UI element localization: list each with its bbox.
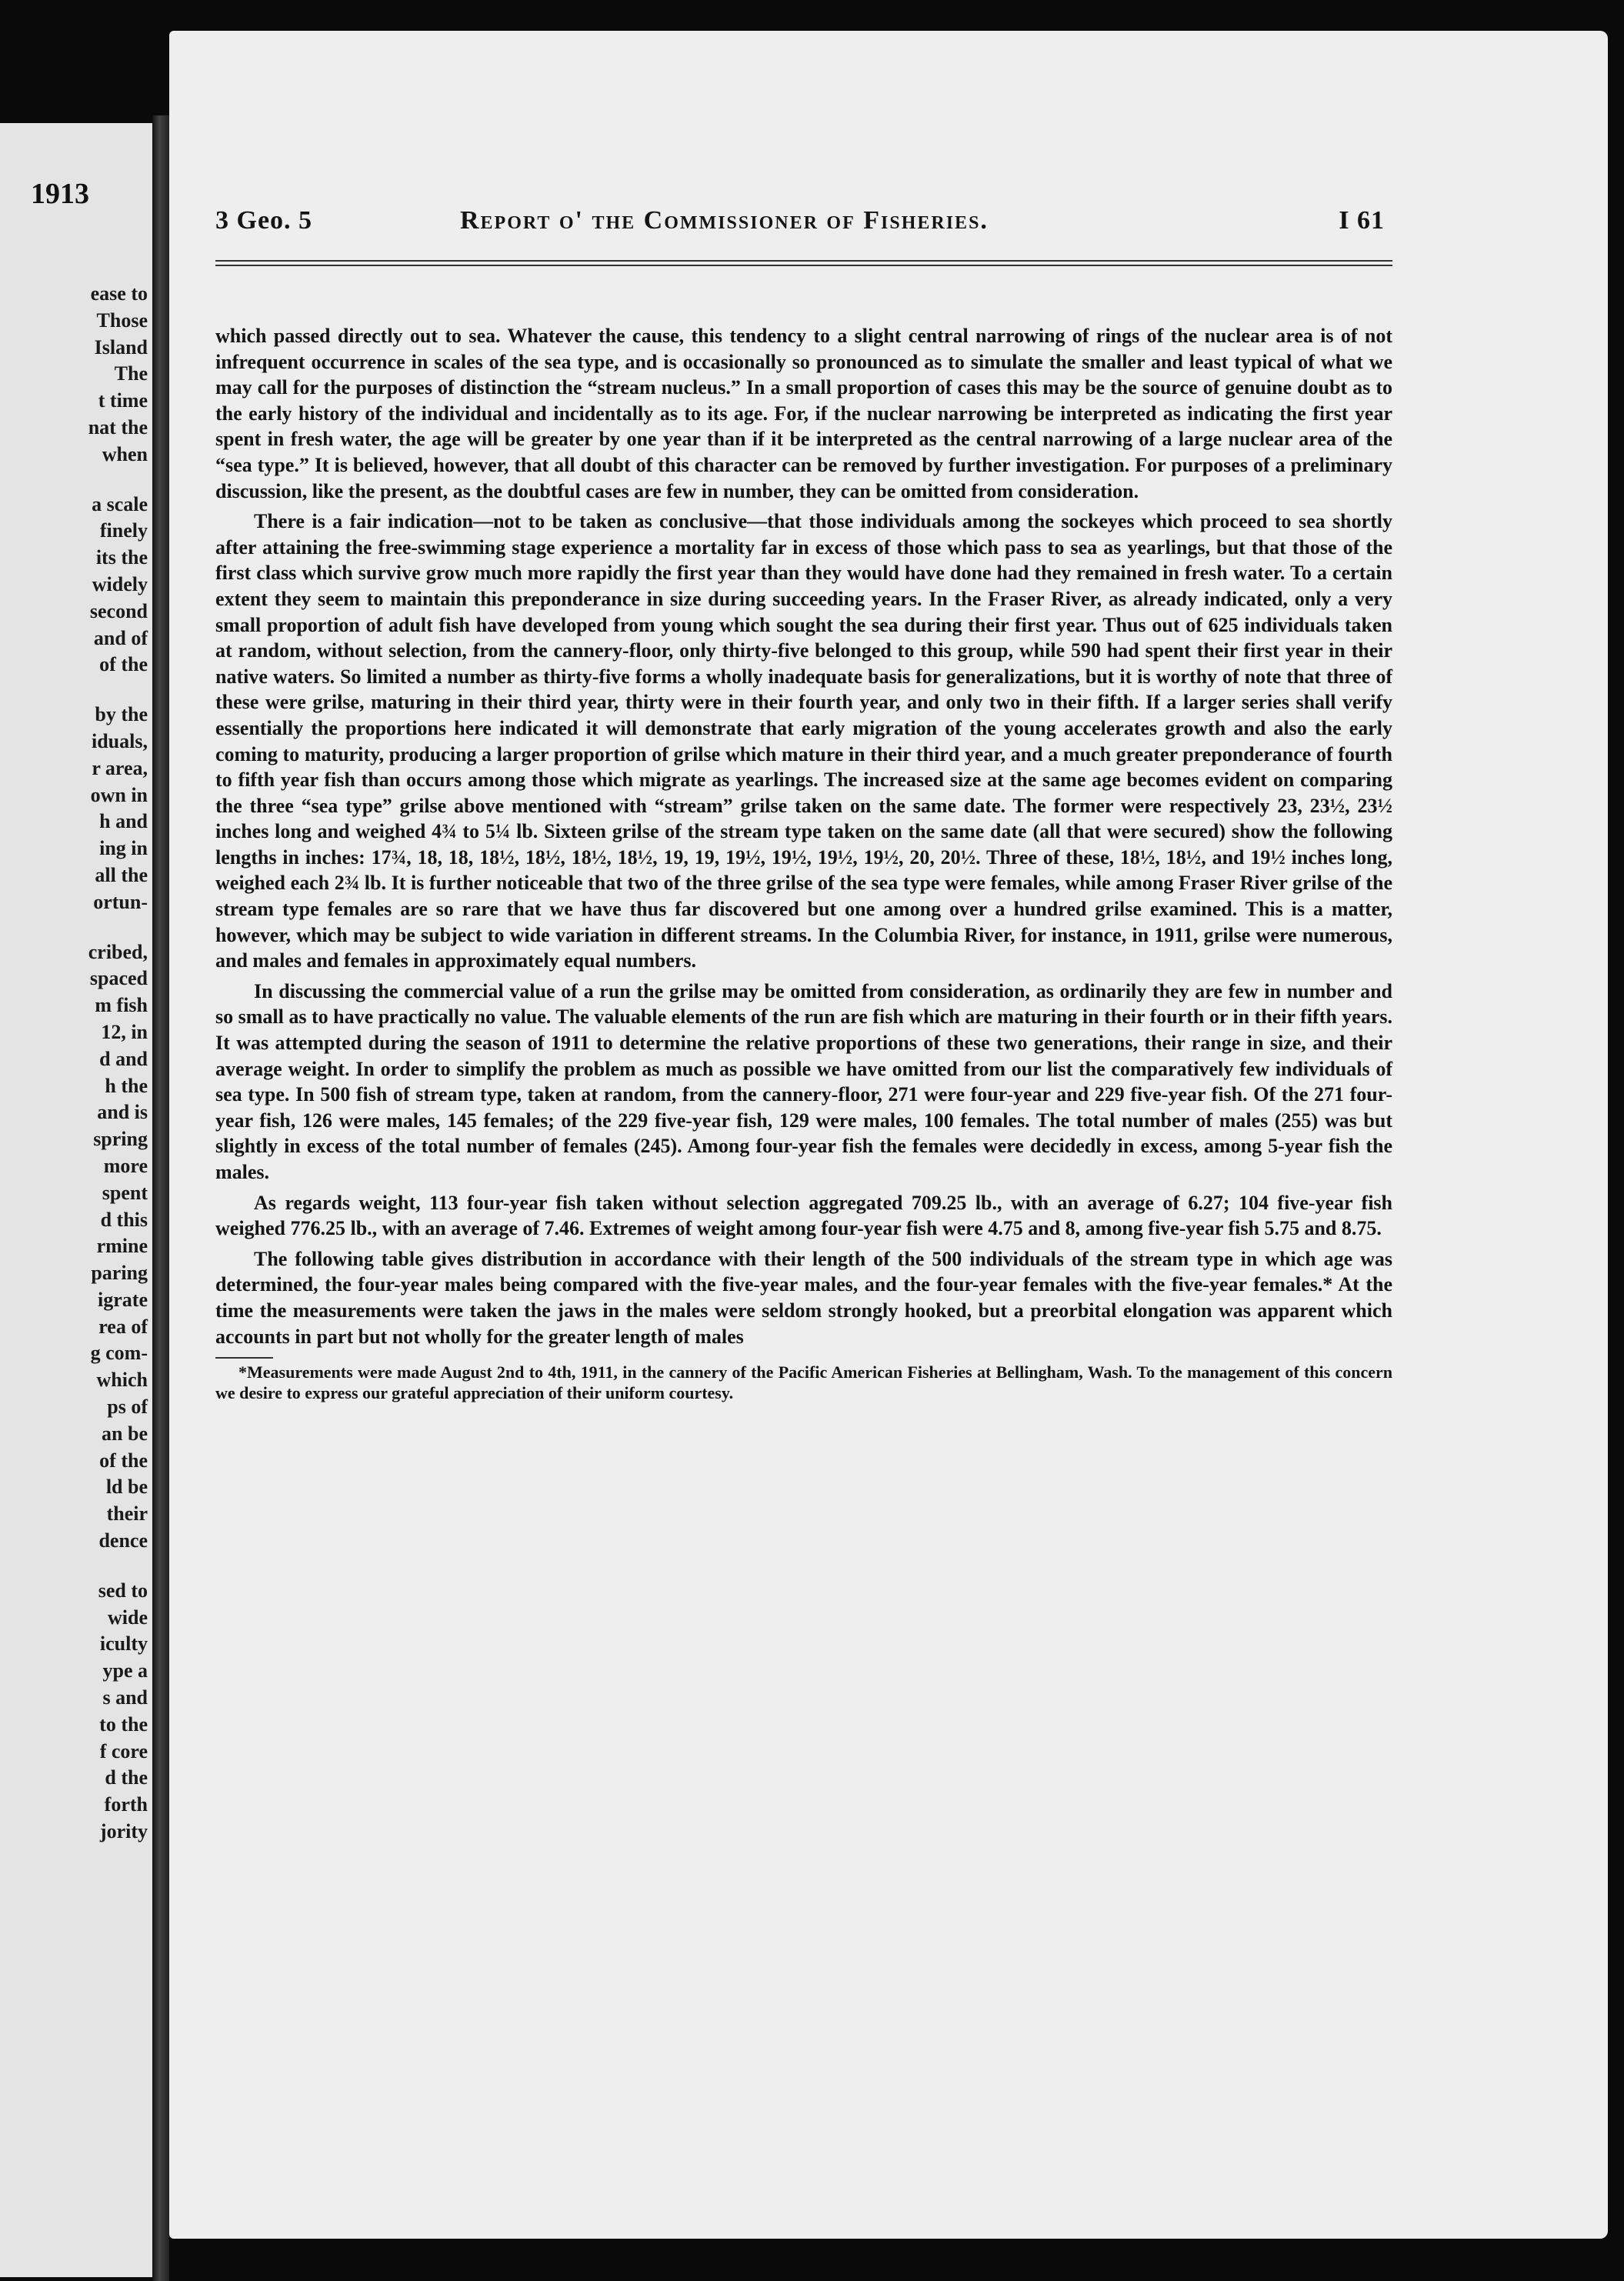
previous-page-fragment: dence bbox=[98, 1529, 148, 1552]
previous-page-fragment: igrate bbox=[98, 1288, 148, 1311]
previous-page-fragment: and is bbox=[97, 1101, 148, 1124]
previous-page-fragment: paring bbox=[91, 1262, 148, 1285]
previous-page-fragment: The bbox=[114, 362, 148, 385]
paragraph-continuation: which passed directly out to sea. Whatever the cause, this tendency to a slight central narrowing of rings of the nuclear area is of not infrequent occurrence in scales of the sea type, and is occasionally so pronounced as to simulate the smaller and least typical of what we may call for the purposes of distinction the “stream nucleus.” In a small proportion of cases this may be the source of genuine doubt as to the early history of the individual and incidentally as to its age. For, if the nuclear narrowing be interpreted as indicating the first year spent in fresh water, the age will be greater by one year than if it be interpreted as the central narrowing of a large nuclear area of the “sea type.” It is believed, however, that all doubt of this character can be removed by further investigation. For purposes of a preliminary discussion, like the present, as the doubtful cases are few in number, they can be omitted from consideration. bbox=[215, 325, 1392, 502]
previous-page-fragment: h and bbox=[99, 810, 148, 833]
previous-page-fragment: spent bbox=[102, 1181, 148, 1204]
previous-page-fragment: which bbox=[96, 1369, 148, 1392]
paragraph-mortality: There is a fair indication—not to be taken as conclusive—that those individuals among the sockeyes which proceed to sea shortly after attaining the free-swimming stage experience a mortality far in excess of those which pass to sea as yearlings, but that those of the first class which survive grow much more rapidly the first year than they would have done had they remained in fresh water. To a certain extent they seem to maintain this preponderance in size during succeeding years. In the Fraser River, as already indicated, only a very small proportion of adult fish have developed from young which sought the sea during their first year. Thus out of 625 individuals taken at random, without selection, from the cannery-floor, only thirty-five belonged to this group, while 590 had spent their first year in their native waters. So limited a number as thirty-five forms a wholly inadequate basis for generalizations, but it is worthy of note that three of these were grilse, maturing in their third year, thirty were in their fourth year, and only two in their fifth. If a larger series shall verify essentially the proportions here indicated it will demonstrate that early migration of the young accelerates growth and also the early coming to maturity, producing a larger proportion of grilse which mature in their third year, and a much greater preponderance of fourth to fifth year fish than occurs among those which migrate as yearlings. The increased size at the same age becomes evident on comparing the three “sea type” grilse above mentioned with “stream” grilse taken on the same date. The former were respectively 23, 23½, 23½ inches long and weighed 4¾ to 5¼ lb. Sixteen grilse of the stream type taken on the same date (all that were secured) show the following lengths in inches: 17¾, 18, 18, 18½, 18½, 18½, 18½, 19, 19, 19½, 19½, 19½, 19½, 20, 20½. Three of these, 18½, 18½, and 19½ inches long, weighed each 2¾ lb. It is further noticeable that two of the three grilse of the sea type were females, while among Fraser River grilse of the stream type females are so rare that we have thus far discovered but one among over a hundred grilse examined. This is a matter, however, which may be subject to wide variation in different streams. In the Columbia River, for instance, in 1911, grilse were numerous, and males and females in approximately equal numbers. bbox=[215, 510, 1392, 972]
previous-page-fragment: when bbox=[102, 442, 148, 465]
previous-page-fragment: d the bbox=[105, 1766, 148, 1789]
previous-page-fragment: ps of bbox=[107, 1396, 148, 1419]
footnote-rule bbox=[215, 1357, 273, 1359]
previous-page-fragment: widely bbox=[92, 572, 148, 595]
previous-page-fragment: by the bbox=[95, 703, 148, 726]
previous-page-fragment: of the bbox=[99, 653, 148, 676]
previous-page-fragment: second bbox=[89, 599, 148, 622]
previous-page-fragment: Those bbox=[96, 308, 148, 332]
previous-page-fragment: of the bbox=[99, 1449, 148, 1472]
header-rule-top bbox=[215, 260, 1392, 262]
previous-page-fragment: more bbox=[103, 1154, 148, 1177]
previous-page-fragment: an be bbox=[102, 1422, 148, 1445]
header-page-number: I 61 bbox=[1339, 206, 1385, 235]
previous-page-fragment: d and bbox=[99, 1047, 148, 1070]
previous-page-fragment: all the bbox=[95, 863, 148, 886]
previous-page-fragment: iduals, bbox=[92, 729, 148, 752]
previous-page-fragment: g com- bbox=[90, 1342, 148, 1365]
previous-page-fragment: forth bbox=[104, 1793, 148, 1816]
paragraph-commercial-value: In discussing the commercial value of a run the grilse may be omitted from consideration, as ordinarily they are few in number and so small as to have practically no value. The valuable elements of the run are fish which are maturing in their fourth or in their fifth years. It was attempted during the season of 1911 to determine the relative proportions of these two generations, their range in size, and their average weight. In order to simplify the problem as much as possible we have omitted from our list the comparatively few individuals of sea type. In 500 fish of stream type, taken at random, from the cannery-floor, 271 were four-year and 229 five-year fish. Of the 271 four-year fish, 126 were males, 145 females; of the 229 five-year fish, 129 were males, 100 females. The total number of males (255) was but slightly in excess of the total number of females (245). Among four-year fish the females were decidedly in excess, among 5-year fish the males. bbox=[215, 979, 1392, 1183]
previous-page-fragment: their bbox=[106, 1502, 148, 1526]
previous-page-fragment: s and bbox=[102, 1686, 148, 1709]
paragraph-weight: As regards weight, 113 four-year fish taken without selection aggregated 709.25 lb., with an average of 6.27; 104 five-year fish weighed 776.25 lb., with an average of 7.46. Extremes of weight among four-year fish were 4.75 and 8, among five-year fish 5.75 and 8.75. bbox=[215, 1191, 1392, 1240]
running-header bbox=[215, 206, 1385, 252]
previous-page-fragment: ortun- bbox=[93, 890, 148, 913]
previous-page-fragment: finely bbox=[99, 519, 148, 542]
previous-page-fragment: spaced bbox=[89, 967, 148, 990]
previous-page-fragment: f core bbox=[99, 1739, 148, 1762]
previous-page-fragment: ld be bbox=[105, 1476, 148, 1499]
header-rule-bottom bbox=[215, 265, 1392, 266]
previous-page-year: 1913 bbox=[31, 178, 89, 210]
previous-page-fragment: iculty bbox=[99, 1632, 148, 1656]
previous-page-fragment: t time bbox=[98, 389, 148, 412]
header-volume: 3 Geo. 5 bbox=[215, 206, 313, 235]
paragraph-table-intro: The following table gives distribution in accordance with their length of the 500 individuals of the stream type in which age was determined, the four-year males being compared with the five-year males, and the four-year females with the five-year females.* At the time the measurements were taken the jaws in the males were seldom strongly hooked, but a preorbital elongation was apparent which accounts in part but not wholly for the greater length of males bbox=[215, 1247, 1392, 1348]
header-title: Report o' the Commissioner of Fisheries. bbox=[460, 206, 989, 235]
previous-page-fragment: sed to bbox=[98, 1579, 148, 1602]
previous-page-edge bbox=[0, 123, 154, 2277]
footnote: *Measurements were made August 2nd to 4th, 1911, in the cannery of the Pacific American Fisheries at Bellingham, Wash. To the management of this concern we desire to express our grateful appreciation of their uniform courtesy. bbox=[215, 1362, 1392, 1403]
document-page bbox=[169, 31, 1608, 2239]
previous-page-fragment: m fish bbox=[95, 994, 148, 1017]
previous-page-text-fragments bbox=[88, 281, 148, 1846]
previous-page-fragment: a scale bbox=[92, 492, 148, 515]
previous-page-fragment: d this bbox=[100, 1208, 148, 1231]
previous-page-fragment: and of bbox=[93, 626, 148, 649]
previous-page-fragment: wide bbox=[108, 1606, 148, 1629]
previous-page-fragment: h the bbox=[105, 1074, 148, 1097]
body-text bbox=[215, 323, 1392, 1403]
previous-page-fragment: nat the bbox=[88, 415, 148, 439]
previous-page-fragment: 12, in bbox=[101, 1020, 148, 1043]
book-gutter bbox=[152, 115, 169, 2281]
previous-page-fragment: r area, bbox=[92, 756, 148, 779]
previous-page-fragment: rea of bbox=[98, 1315, 148, 1338]
previous-page-fragment: ease to bbox=[90, 282, 148, 305]
previous-page-fragment: ype a bbox=[102, 1659, 148, 1682]
previous-page-fragment: own in bbox=[90, 783, 148, 806]
previous-page-fragment: spring bbox=[93, 1128, 148, 1151]
previous-page-fragment: jority bbox=[99, 1820, 148, 1843]
previous-page-fragment: ing in bbox=[99, 837, 148, 860]
previous-page-fragment: its the bbox=[95, 546, 148, 569]
previous-page-fragment: Island bbox=[94, 335, 148, 358]
previous-page-fragment: to the bbox=[99, 1712, 148, 1736]
previous-page-fragment: cribed, bbox=[88, 940, 148, 963]
previous-page-fragment: rmine bbox=[96, 1235, 148, 1258]
